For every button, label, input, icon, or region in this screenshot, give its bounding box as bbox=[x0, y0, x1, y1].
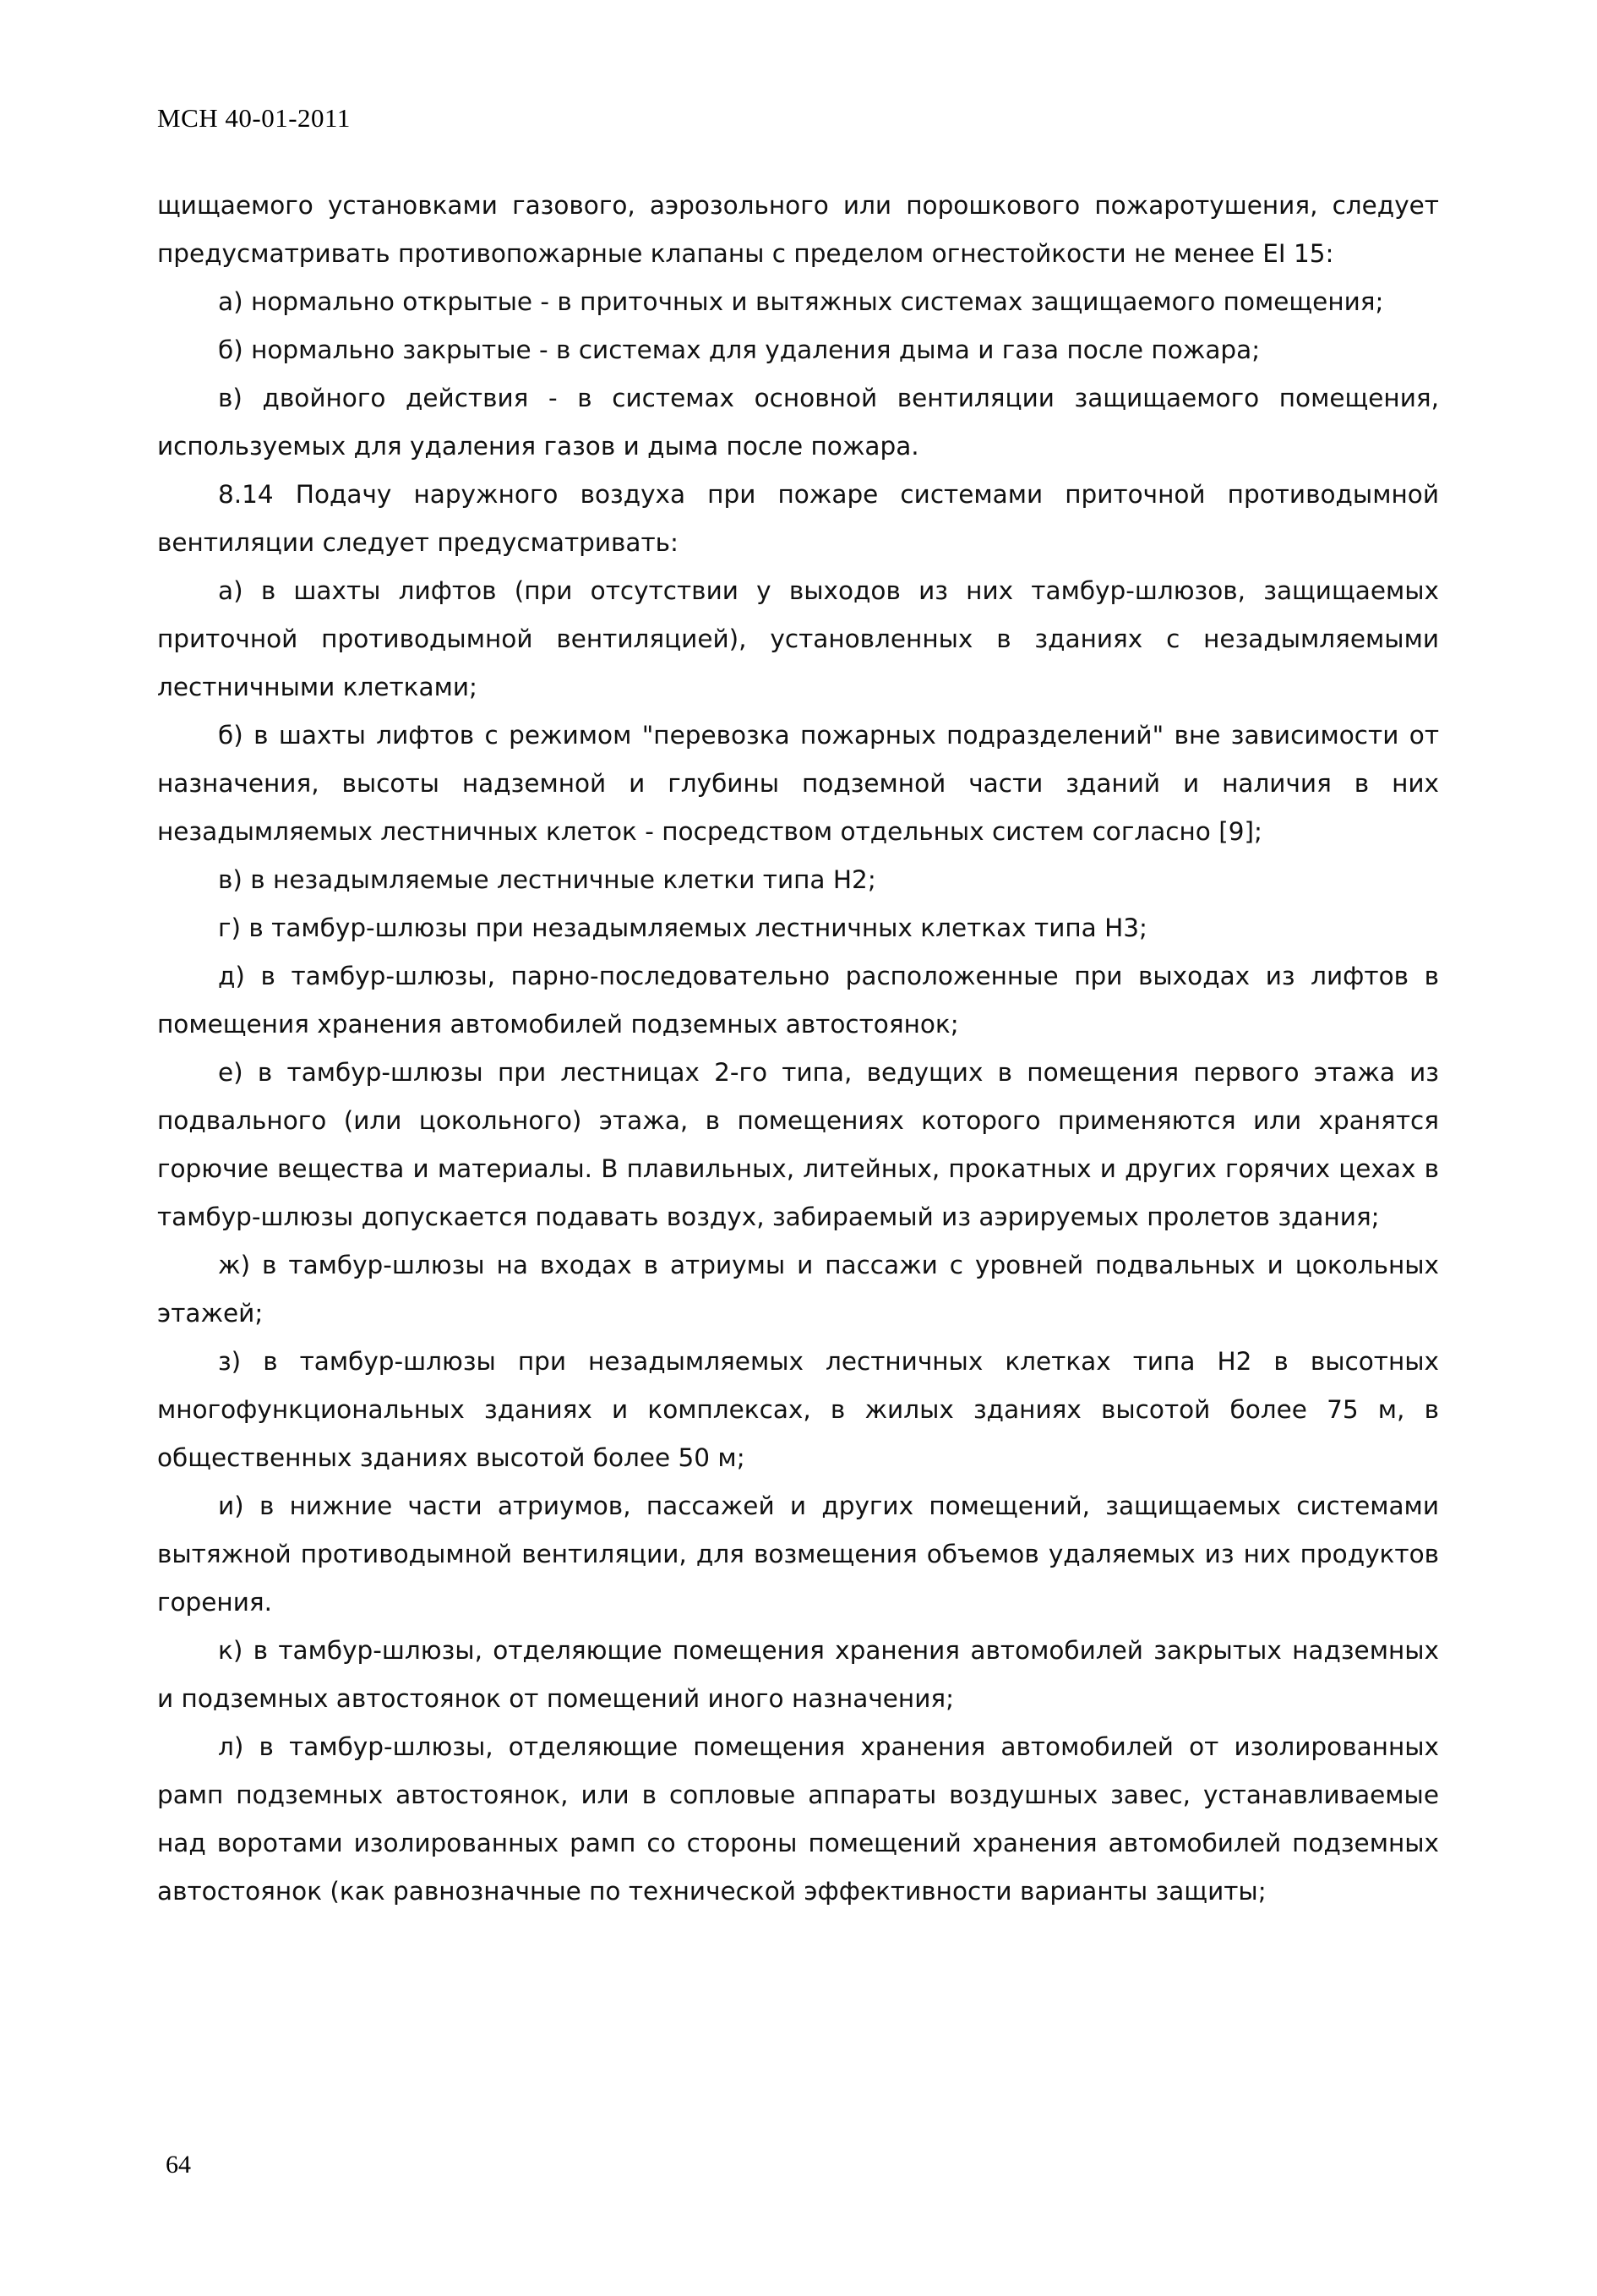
paragraph: л) в тамбур-шлюзы, отделяющие помещения хранения автомобилей от изолированных рамп подземных автостоянок, или в сопловые аппараты воздушных завес, устанавливаемые над воротами изолированных рамп со стороны помещений хранения автомобилей подземных автостоянок (как равнозначные по технической эффективности варианты защиты; bbox=[157, 1732, 1439, 1906]
paragraph: 8.14 Подачу наружного воздуха при пожаре системами приточной противодымной вентиляции следует предусматривать: bbox=[157, 480, 1439, 557]
document-body bbox=[157, 182, 1439, 1916]
paragraph: ж) в тамбур-шлюзы на входах в атриумы и пассажи с уровней подвальных и цокольных этажей; bbox=[157, 1251, 1439, 1328]
page-number: 64 bbox=[166, 2151, 191, 2179]
paragraph: б) в шахты лифтов с режимом "перевозка пожарных подразделений" вне зависимости от назначения, высоты надземной и глубины подземной части зданий и наличия в них незадымляемых лестничных клеток - посредством отдельных систем согласно [9]; bbox=[157, 721, 1439, 846]
paragraph: б) нормально закрытые - в системах для удаления дыма и газа после пожара; bbox=[218, 335, 1261, 364]
paragraph: к) в тамбур-шлюзы, отделяющие помещения хранения автомобилей закрытых надземных и подземных автостоянок от помещений иного назначения; bbox=[157, 1636, 1439, 1713]
paragraph: а) в шахты лифтов (при отсутствии у выходов из них тамбур-шлюзов, защищаемых приточной противодымной вентиляцией), установленных в зданиях с незадымляемыми лестничными клетками; bbox=[157, 576, 1439, 701]
paragraph: г) в тамбур-шлюзы при незадымляемых лестничных клетках типа Н3; bbox=[218, 913, 1147, 942]
paragraph: щищаемого установками газового, аэрозольного или порошкового пожаротушения, следует предусматривать противопожарные клапаны с пределом огнестойкости не менее EI 15: bbox=[157, 191, 1439, 268]
page-header-code: МСН 40-01-2011 bbox=[157, 103, 351, 133]
paragraph: а) нормально открытые - в приточных и вытяжных системах защищаемого помещения; bbox=[218, 287, 1384, 316]
paragraph: е) в тамбур-шлюзы при лестницах 2-го типа, ведущих в помещения первого этажа из подвального (или цокольного) этажа, в помещениях которого применяются или хранятся горючие вещества и материалы. В плавильных, литейных, прокатных и других горячих цехах в тамбур-шлюзы допускается подавать воздух, забираемый из аэрируемых пролетов здания; bbox=[157, 1058, 1439, 1231]
paragraph: и) в нижние части атриумов, пассажей и других помещений, защищаемых системами вытяжной противодымной вентиляции, для возмещения объемов удаляемых из них продуктов горения. bbox=[157, 1492, 1439, 1617]
paragraph: в) двойного действия - в системах основной вентиляции защищаемого помещения, используемых для удаления газов и дыма после пожара. bbox=[157, 384, 1439, 461]
paragraph: д) в тамбур-шлюзы, парно-последовательно расположенные при выходах из лифтов в помещения хранения автомобилей подземных автостоянок; bbox=[157, 962, 1439, 1039]
paragraph: з) в тамбур-шлюзы при незадымляемых лестничных клетках типа Н2 в высотных многофункциональных зданиях и комплексах, в жилых зданиях высотой более 75 м, в общественных зданиях высотой более 50 м; bbox=[157, 1347, 1439, 1472]
paragraph: в) в незадымляемые лестничные клетки типа Н2; bbox=[218, 865, 876, 894]
